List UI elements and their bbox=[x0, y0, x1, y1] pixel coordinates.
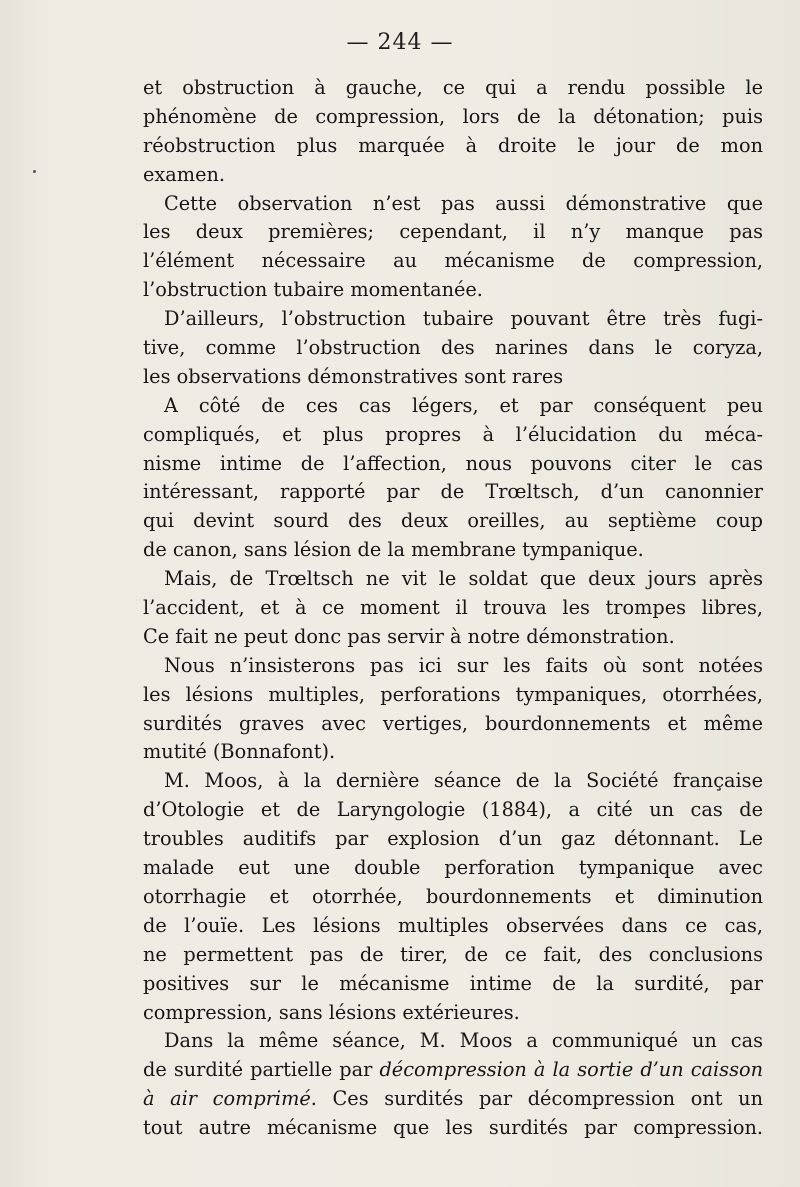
line-text: tive, comme l’obstruction des narines dans le coryza, bbox=[143, 336, 763, 360]
line-text: Mais, de Trœltsch ne vit le soldat que deux jours après bbox=[164, 567, 763, 591]
text-line bbox=[143, 74, 763, 103]
line-text: D’ailleurs, l’obstruction tubaire pouvant être très fugi- bbox=[164, 307, 763, 331]
line-text: Dans la même séance, M. Moos a communiqué un cas bbox=[164, 1029, 763, 1053]
italic-text: à air comprimé bbox=[143, 1087, 311, 1111]
line-text: Cette observation n’est pas aussi démonstrative que bbox=[164, 191, 763, 215]
line-text: réobstruction plus marquée à droite le jour de mon bbox=[143, 133, 763, 157]
line-text: qui devint sourd des deux oreilles, au septième coup bbox=[143, 509, 763, 533]
text-line bbox=[143, 767, 763, 796]
text-line bbox=[143, 710, 763, 739]
text-line bbox=[143, 305, 763, 334]
text-line bbox=[143, 565, 763, 594]
text-line bbox=[143, 450, 763, 479]
text-line bbox=[143, 161, 763, 190]
line-text: troubles auditifs par explosion d’un gaz détonnant. Le bbox=[143, 827, 763, 851]
line-text: de surdité partielle par bbox=[143, 1058, 380, 1082]
line-text: l’accident, et à ce moment il trouva les trompes libres, bbox=[143, 596, 763, 620]
text-line bbox=[143, 1114, 763, 1143]
line-text: examen. bbox=[143, 162, 226, 186]
text-line bbox=[143, 536, 763, 565]
text-line bbox=[143, 825, 763, 854]
line-text: de canon, sans lésion de la membrane tympanique. bbox=[143, 538, 644, 562]
line-text: A côté de ces cas légers, et par conséquent peu bbox=[164, 393, 763, 417]
text-line bbox=[143, 334, 763, 363]
line-text: phénomène de compression, lors de la détonation; puis bbox=[143, 104, 763, 128]
text-line bbox=[143, 247, 763, 276]
line-text: et obstruction à gauche, ce qui a rendu possible le bbox=[143, 76, 763, 99]
text-line bbox=[143, 421, 763, 450]
line-text: compression, sans lésions extérieures. bbox=[143, 1000, 520, 1024]
text-line bbox=[143, 276, 763, 305]
text-line bbox=[143, 796, 763, 825]
line-text: de l’ouïe. Les lésions multiples observées dans ce cas, bbox=[143, 913, 763, 937]
page-number: — 244 — bbox=[346, 30, 454, 55]
text-line bbox=[143, 999, 763, 1028]
line-text: tout autre mécanisme que les surdités par compression. bbox=[143, 1116, 763, 1140]
text-line bbox=[143, 652, 763, 681]
line-text: intéressant, rapporté par de Trœltsch, d’un canonnier bbox=[143, 480, 763, 504]
line-text: otorrhagie et otorrhée, bourdonnements et diminution bbox=[143, 884, 763, 908]
line-text: l’obstruction tubaire momentanée. bbox=[143, 278, 483, 302]
text-line bbox=[143, 478, 763, 507]
line-text: l’élément nécessaire au mécanisme de compression, bbox=[143, 249, 763, 273]
text-line bbox=[143, 363, 763, 392]
line-text: nisme intime de l’affection, nous pouvons citer le cas bbox=[143, 451, 763, 475]
text-line bbox=[143, 507, 763, 536]
line-text: ne permettent pas de tirer, de ce fait, des conclusions bbox=[143, 942, 763, 966]
line-text: Ce fait ne peut donc pas servir à notre démonstration. bbox=[143, 624, 675, 648]
text-line bbox=[143, 970, 763, 999]
text-line bbox=[143, 738, 763, 767]
line-text: compliqués, et plus propres à l’élucidation du méca- bbox=[143, 422, 763, 446]
text-line bbox=[143, 218, 763, 247]
line-text: mutité (Bonnafont). bbox=[143, 740, 336, 764]
line-text: les deux premières; cependant, il n’y manque pas bbox=[143, 220, 763, 244]
italic-text: décompression à la sortie d’un caisson bbox=[379, 1058, 763, 1082]
line-text: Nous n’insisterons pas ici sur les faits où sont notées bbox=[164, 653, 763, 677]
line-text: M. Moos, à la dernière séance de la Société française bbox=[164, 769, 763, 793]
text-line bbox=[143, 103, 763, 132]
text-line bbox=[143, 912, 763, 941]
text-line bbox=[143, 1056, 763, 1085]
text-line bbox=[143, 681, 763, 710]
text-line bbox=[143, 190, 763, 219]
text-line bbox=[143, 883, 763, 912]
text-line bbox=[143, 623, 763, 652]
line-text: les observations démonstratives sont rares bbox=[143, 364, 564, 388]
margin-speck bbox=[33, 170, 36, 173]
line-text: surdités graves avec vertiges, bourdonnements et même bbox=[143, 711, 763, 735]
line-text: . Ces surdités par décompression ont un bbox=[310, 1087, 763, 1111]
line-text: malade eut une double perforation tympanique avec bbox=[143, 856, 763, 880]
body-text bbox=[143, 74, 763, 1143]
text-line bbox=[143, 392, 763, 421]
text-line bbox=[143, 1085, 763, 1114]
text-line bbox=[143, 854, 763, 883]
line-text: les lésions multiples, perforations tympaniques, otorrhées, bbox=[143, 682, 763, 706]
line-text: positives sur le mécanisme intime de la surdité, par bbox=[143, 971, 763, 995]
text-line bbox=[143, 594, 763, 623]
text-line bbox=[143, 132, 763, 161]
text-line bbox=[143, 941, 763, 970]
text-line bbox=[143, 1027, 763, 1056]
line-text: d’Otologie et de Laryngologie (1884), a cité un cas de bbox=[143, 798, 763, 822]
